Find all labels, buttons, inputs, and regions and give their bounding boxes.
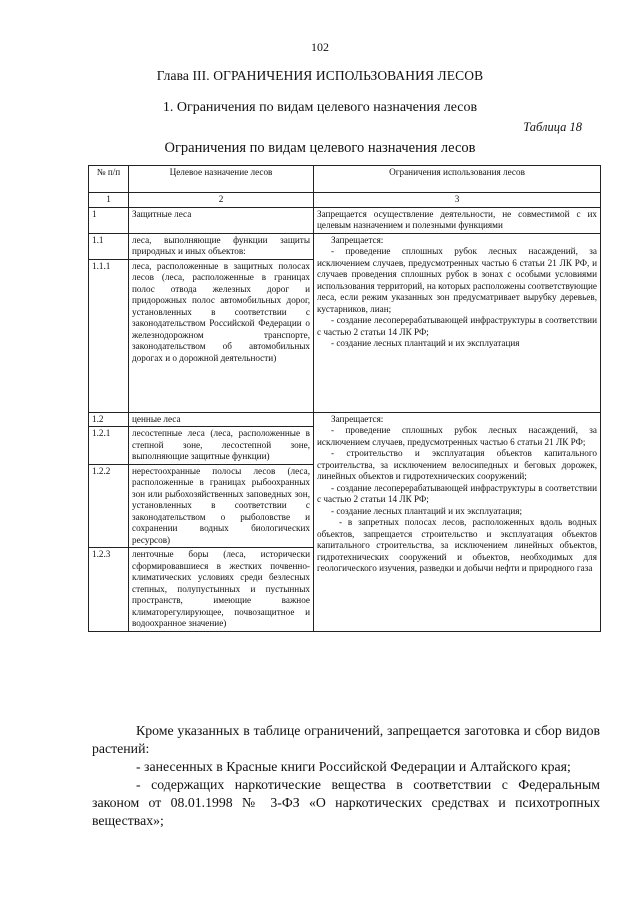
chapter-title: Глава III. ОГРАНИЧЕНИЯ ИСПОЛЬЗОВАНИЯ ЛЕСОВ [156, 68, 484, 83]
table-label: Таблица 18 [523, 120, 582, 134]
limitations-table [88, 165, 601, 632]
col-number: 3 [314, 193, 601, 208]
row-num: 1.1.1 [89, 259, 129, 412]
limit-item: - проведение сплошных рубок лесных насаждений, за исключением случаев, предусмотренных частью 6 статьи 21 ЛК РФ; [317, 425, 597, 447]
limits-header: Запрещается: [331, 413, 384, 424]
header-purpose: Целевое назначение лесов [129, 166, 314, 193]
row-purpose: нерестоохранные полосы лесов (леса, расположенные в границах рыбоохранных зон или рыбохозяйственных заповедных зон, установленных в соответствии с законодательством о рыболовстве и сохранении водных биологических ресурсов) [129, 464, 314, 548]
section-title: 1. Ограничения по видам целевого назначения лесов [162, 100, 478, 115]
table-row [89, 233, 601, 259]
row-purpose: ценные леса [129, 412, 314, 427]
row-purpose: лесостепные леса (леса, расположенные в степной зоне, лесостепной зоне, выполняющие защитные функции) [129, 427, 314, 465]
row-num: 1.2.3 [89, 548, 129, 632]
col-number: 2 [129, 193, 314, 208]
row-num: 1.2.2 [89, 464, 129, 548]
after-table-text [92, 722, 600, 830]
row-purpose: ленточные боры (леса, исторически сформировавшиеся в жестких почвенно-климатических условиях среди безлесных степных, полупустынных и пустынных пространств, имеющие важное климаторегулирующее, почвозащитное и водоохранное значение) [129, 548, 314, 632]
header-limits: Ограничения использования лесов [314, 166, 601, 193]
row-purpose: леса, выполняющие функции защиты природных и иных объектов: [129, 233, 314, 259]
limit-item: - создание лесных плантаций и их эксплуатация [331, 338, 520, 348]
col-number: 1 [89, 193, 129, 208]
limit-item: - создание лесоперерабатывающей инфраструктуры в соответствии с частью 2 статьи 14 ЛК РФ; [317, 315, 597, 337]
row-num: 1 [89, 207, 129, 233]
row-limits-group1 [314, 233, 601, 412]
limit-item: - строительство и эксплуатация объектов капитального строительства, за исключением велосипедных и беговых дорожек, линейных объектов и гидротехнических сооружений; [317, 448, 597, 481]
row-num: 1.2.1 [89, 427, 129, 465]
row-limits: Запрещается осуществление деятельности, не совместимой с их целевым назначением и полезными функциями [314, 207, 601, 233]
limits-header: Запрещается: [331, 234, 384, 245]
row-num: 1.2 [89, 412, 129, 427]
column-numbers-row [89, 193, 601, 208]
limit-item: - проведение сплошных рубок лесных насаждений, за исключением случаев, предусмотренных частью 6 статьи 21 ЛК РФ, и случаев проведения сплошных рубок в зонах с особыми условиями использования территорий, на которых расположены соответствующие леса, если режим указанных зон предусматривает вырубку деревьев, кустарников, лиан; [317, 246, 597, 314]
list-item: - занесенных в Красные книги Российской Федерации и Алтайского края; [136, 759, 571, 774]
row-num: 1.1 [89, 233, 129, 259]
row-purpose: Защитные леса [129, 207, 314, 233]
list-item: - содержащих наркотические вещества в соответствии с Федеральным законом от 08.01.1998 № 3-ФЗ «О наркотических средствах и психотропных веществах»; [92, 777, 600, 828]
table-row [89, 412, 601, 427]
row-limits-group2 [314, 412, 601, 631]
limit-item: - в запретных полосах лесов, расположенных вдоль водных объектов, запрещается строительство и эксплуатация объектов капитального строительства, за исключением линейных объектов, гидротехнических сооружений и объектов, необходимых для геологического изучения, разведки и добычи нефти и природного газа [317, 517, 597, 573]
limit-item: - создание лесных плантаций и их эксплуатация; [331, 505, 523, 516]
table-row [89, 207, 601, 233]
page-number: 102 [311, 40, 329, 54]
table-title: Ограничения по видам целевого назначения лесов [164, 140, 476, 156]
limit-item: - создание лесоперерабатывающей инфраструктуры в соответствии с частью 2 статьи 14 ЛК РФ; [317, 482, 597, 504]
paragraph: Кроме указанных в таблице ограничений, запрещается заготовка и сбор видов растений: [92, 723, 600, 756]
table-header-row [89, 166, 601, 193]
row-purpose: леса, расположенные в защитных полосах лесов (леса, расположенные в границах полос отвода железных дорог и придорожных полос автомобильных дорог, установленных в соответствии с законодательством Российской Федерации о железнодорожном транспорте, законодательством об автомобильных дорогах и о дорожной деятельности) [129, 259, 314, 412]
header-num: № п/п [89, 166, 129, 193]
